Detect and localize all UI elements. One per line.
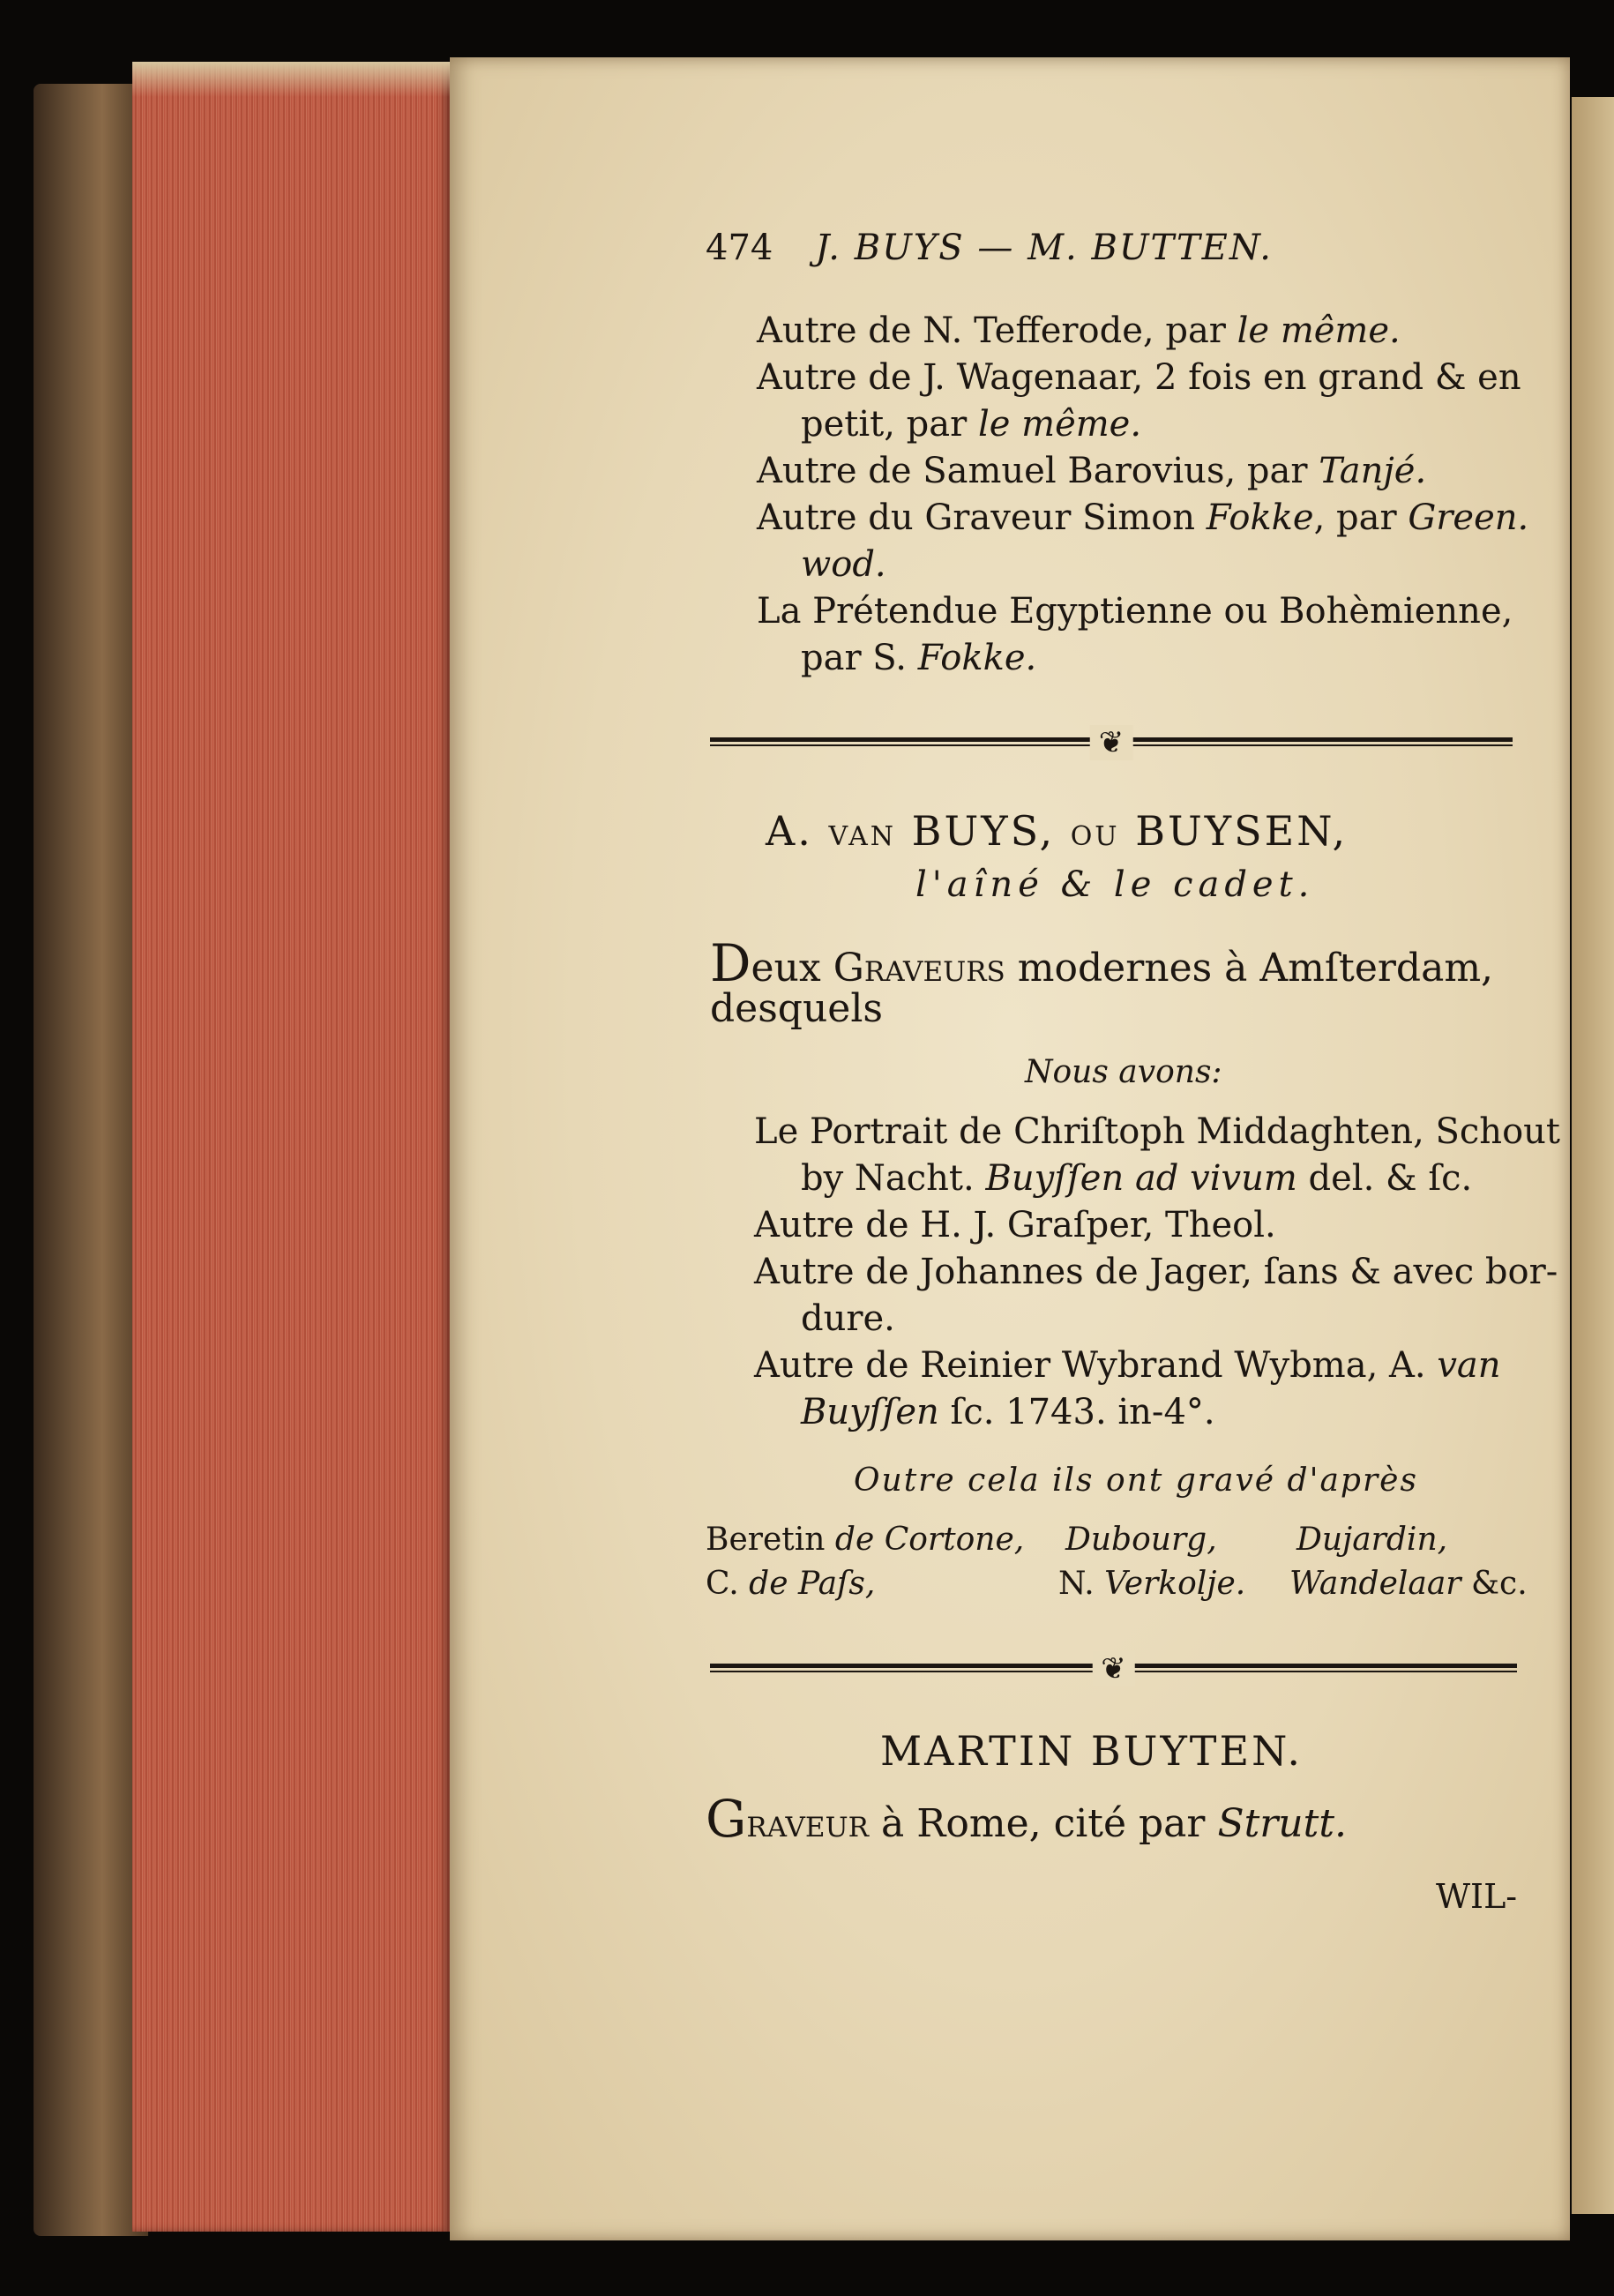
section-subheading: l'aîné & le cadet. <box>915 864 1315 905</box>
entry-fokke-cont: wod. <box>801 544 886 585</box>
intro-line-2: desquels <box>710 986 883 1031</box>
graveur-line: Graveur à Rome, cité par Strutt. <box>706 1789 1347 1849</box>
facing-page-edge <box>1572 97 1614 2214</box>
entry-barovius: Autre de Samuel Barovius, par Tanjé. <box>757 451 1427 491</box>
section-heading-buyten: MARTIN BUYTEN. <box>880 1727 1303 1775</box>
running-head <box>706 228 1273 268</box>
outre-cela: Outre cela ils ont gravé d'après <box>854 1462 1418 1499</box>
page-edges <box>132 62 450 2232</box>
ornament-icon: ❦ <box>1092 1651 1135 1686</box>
artist-pass: C. de Paſs, <box>706 1566 876 1602</box>
page-number: 474 <box>706 228 773 268</box>
artist-dujardin: Dujardin, <box>1296 1522 1448 1558</box>
entry-jager: Autre de Johannes de Jager, ſans & avec bor- <box>754 1252 1558 1292</box>
artist-verkolje: N. Verkolje. <box>1058 1566 1246 1602</box>
entry-wybma-cont: Buyſſen ſc. 1743. in-4°. <box>801 1392 1215 1432</box>
entry-fokke: Autre du Graveur Simon Fokke, par Green. <box>757 497 1529 538</box>
artist-wandelaar: Wandelaar &c. <box>1289 1566 1528 1602</box>
entry-jager-cont: dure. <box>801 1298 895 1339</box>
entry-wybma: Autre de Reinier Wybrand Wybma, A. van <box>754 1345 1501 1386</box>
entry-middaghten: Le Portrait de Chriſtoph Middaghten, Schout <box>754 1111 1560 1152</box>
ornamental-rule-2 <box>710 1651 1517 1686</box>
entry-wagenaar: Autre de J. Wagenaar, 2 fois en grand & en <box>757 357 1521 398</box>
entry-wagenaar-cont: petit, par le même. <box>801 404 1142 445</box>
entry-middaghten-cont: by Nacht. Buyſſen ad vivum del. & ſc. <box>801 1158 1473 1199</box>
section-heading-buys: A. VAN BUYS, OU BUYSEN, <box>766 807 1349 855</box>
entry-tefferode: Autre de N. Tefferode, par le même. <box>757 310 1401 351</box>
entry-egyptienne: La Prétendue Egyptienne ou Bohèmienne, <box>757 591 1513 632</box>
book-spine <box>34 84 148 2236</box>
entry-egyptienne-cont: par S. Fokke. <box>801 638 1037 678</box>
running-head-title: J. BUYS — M. BUTTEN. <box>815 228 1274 268</box>
catchword: WIL- <box>1436 1877 1518 1916</box>
artist-beretin: Beretin de Cortone, <box>706 1522 1025 1558</box>
nous-avons: Nous avons: <box>1025 1054 1222 1090</box>
entry-grasper: Autre de H. J. Graſper, Theol. <box>754 1205 1276 1245</box>
intro-line-1: Deux Graveurs modernes à Amſterdam, <box>710 933 1494 993</box>
ornament-icon: ❦ <box>1090 725 1133 760</box>
ornamental-rule-1 <box>710 725 1513 760</box>
artist-dubourg: Dubourg, <box>1065 1522 1217 1558</box>
